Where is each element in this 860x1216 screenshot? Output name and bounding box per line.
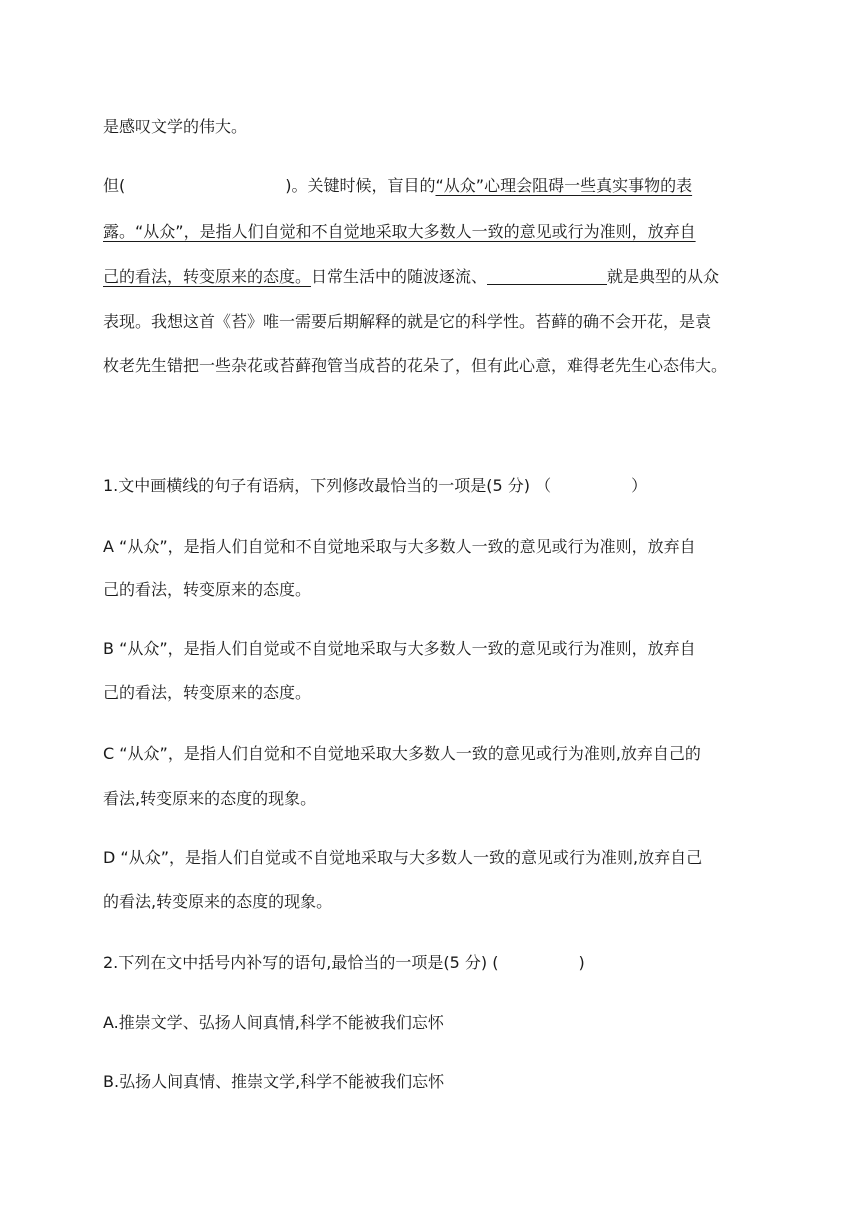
q1-option-b-line-2: 己的看法，转变原来的态度。 [103,683,312,702]
paren-open: 但( [103,176,126,195]
q1-option-a-line-2: 己的看法，转变原来的态度。 [103,580,312,599]
passage-line-5: 表现。我想这首《苔》唯一需要后期解释的就是它的科学性。苔藓的确不会开花，是袁 [103,312,712,331]
question-1-close: ） [631,476,648,495]
fill-in-blank[interactable] [487,268,607,285]
question-2-text: 2.下列在文中括号内补写的语句,最恰当的一项是(5 分) ( [103,953,499,972]
underlined-sentence-part-3: 己的看法，转变原来的态度。 [103,267,312,286]
q1-option-d-line-1: D “从众”，是指人们自觉或不自觉地采取与大多数人一致的意见或行为准则,放弃自己 [103,848,703,867]
q1-option-a-line-1: A “从众”，是指人们自觉和不自觉地采取与大多数人一致的意见或行为准则，放弃自 [103,537,696,556]
q2-option-b: B.弘扬人间真情、推崇文学,科学不能被我们忘怀 [103,1072,445,1091]
passage-line-1: 是感叹文学的伟大。 [103,117,248,136]
q1-option-d-line-2: 的看法,转变原来的态度的现象。 [103,892,333,911]
question-2-stem [103,953,585,973]
q2-option-a: A.推崇文学、弘扬人间真情,科学不能被我们忘怀 [103,1013,444,1032]
q1-option-b-line-1: B “从众”，是指人们自觉或不自觉地采取与大多数人一致的意见或行为准则，放弃自 [103,639,696,658]
question-1-text: 1.文中画横线的句子有语病，下列修改最恰当的一项是(5 分) （ [103,476,552,495]
paren-close-text: )。关键时候，盲目的 [285,176,436,195]
question-2-close: ) [578,953,585,972]
underlined-sentence-part-1: “从众”心理会阻碍一些真实事物的表 [435,176,693,195]
passage-line-4-rest: 日常生活中的随波逐流、 [311,267,488,286]
passage-line-4 [103,267,719,287]
q1-option-c-line-2: 看法,转变原来的态度的现象。 [103,789,317,808]
passage-line-2 [103,176,692,196]
passage-line-3 [103,222,696,242]
q1-option-c-line-1: C “从众”，是指人们自觉和不自觉地采取大多数人一致的意见或行为准则,放弃自己的 [103,744,701,763]
passage-line-6: 枚老先生错把一些杂花或苔藓孢管当成苔的花朵了，但有此心意，难得老先生心态伟大。 [103,356,728,375]
question-1-stem [103,476,647,496]
passage-line-4-tail: 就是典型的从众 [607,267,720,286]
underlined-sentence-part-2: 露。“从众”，是指人们自觉和不自觉地采取大多数人一致的意见或行为准则，放弃自 [103,222,696,241]
